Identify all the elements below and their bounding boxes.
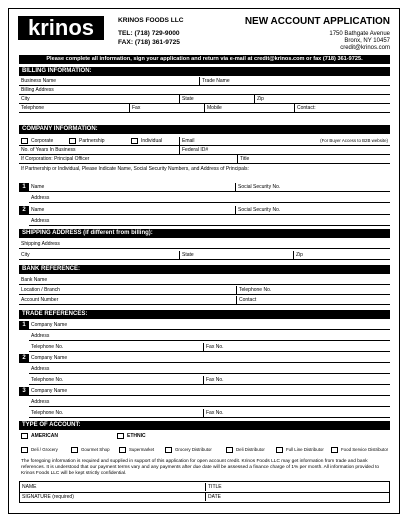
grocery-distributor-option[interactable]: Grocery Distributor (165, 445, 212, 454)
principal-1-name-field[interactable]: Name (31, 184, 45, 190)
trade-number-2: 2 (19, 354, 29, 363)
trade-2-fax-field[interactable]: Fax No. (203, 376, 390, 384)
company-contact-block (118, 16, 184, 47)
officer-title-field[interactable]: Title (237, 155, 390, 163)
trade-3-row-1 (29, 387, 390, 396)
trade-number-3: 3 (19, 387, 29, 396)
fax-field[interactable]: Fax (129, 104, 204, 112)
principal-1-address-field[interactable]: Address (31, 195, 50, 201)
bank-row-1 (19, 276, 390, 285)
shipping-zip-field[interactable]: Zip (293, 251, 390, 259)
principal-2-ssn-field[interactable]: Social Security No. (235, 206, 390, 214)
american-option[interactable]: AMERICAN (21, 433, 58, 439)
trade-1-row-1 (29, 321, 390, 330)
principal-2-row-1 (29, 206, 390, 215)
principal-2-row-2 (29, 217, 390, 226)
partnership-checkbox[interactable] (69, 138, 76, 144)
header-email: credit@krinos.com (340, 45, 390, 51)
billing-row-3 (19, 95, 390, 104)
signature-box (19, 481, 390, 503)
principal-number-1: 1 (19, 183, 29, 192)
grocery-distributor-checkbox[interactable] (165, 447, 172, 453)
header-block (245, 16, 390, 52)
trade-number-1: 1 (19, 321, 29, 330)
state-field[interactable]: State (179, 95, 254, 103)
individual-checkbox[interactable] (131, 138, 138, 144)
account-number-field[interactable]: Account Number (21, 297, 59, 303)
page-title: NEW ACCOUNT APPLICATION (244, 16, 390, 27)
email-note: (For Buyer Access to B2B website) (320, 138, 388, 143)
bank-row-2 (19, 286, 390, 295)
contact-field[interactable]: Contact: (294, 104, 390, 112)
principal-2-name-field[interactable]: Name (31, 207, 45, 213)
company-fax: FAX: (718) 361-9725 (118, 39, 180, 46)
trade-2-row-2 (29, 365, 390, 374)
company-row-2 (19, 146, 390, 155)
instructions-banner: Please complete all information, sign your application and return via e-mail at credit@krinos.com or fax (718) 361-9725. (19, 55, 390, 64)
shipping-row-1 (19, 240, 390, 249)
billing-section-header: BILLING INFORMATION: (19, 67, 390, 76)
shipping-address-field[interactable]: Shipping Address (21, 241, 60, 247)
trade-3-row-3 (29, 409, 390, 418)
trade-3-address-field[interactable]: Address (31, 399, 50, 405)
shipping-row-2 (19, 251, 390, 260)
trade-1-row-3 (29, 343, 390, 352)
trade-2-row-1 (29, 354, 390, 363)
supermarket-option[interactable]: Supermarket (119, 445, 154, 454)
federal-id-field[interactable]: Federal ID# (179, 146, 390, 154)
principal-1-row-2 (29, 194, 390, 203)
individual-option[interactable]: Individual (129, 137, 179, 145)
telephone-field[interactable]: Telephone (21, 105, 45, 111)
trade-2-telephone-field[interactable]: Telephone No. (31, 377, 64, 383)
market-type-row (21, 432, 221, 441)
account-type-section-header: TYPE OF ACCOUNT: (19, 421, 390, 430)
corporate-option[interactable]: Corporate (19, 137, 67, 145)
trade-2-row-3 (29, 376, 390, 385)
bank-name-field[interactable]: Bank Name (21, 277, 48, 283)
supermarket-checkbox[interactable] (119, 447, 126, 453)
mobile-field[interactable]: Mobile (204, 104, 294, 112)
food-service-distributor-option[interactable]: Food Service Distributor (331, 445, 388, 454)
bank-contact-field[interactable]: Contact (236, 296, 390, 304)
trade-3-row-2 (29, 398, 390, 407)
address-line-2: Bronx, NY 10457 (344, 38, 390, 44)
full-line-distributor-option[interactable]: Full Line Distributor (276, 445, 324, 454)
ethnic-checkbox[interactable] (117, 433, 124, 439)
company-row-1 (19, 137, 390, 146)
principal-1-row-1 (29, 183, 390, 192)
trade-name-field[interactable]: Trade Name (199, 77, 390, 85)
city-field[interactable]: City (21, 96, 30, 102)
account-type-options (21, 445, 390, 454)
trade-2-company-field[interactable]: Company Name (31, 355, 68, 361)
principal-officer-field[interactable]: If Corporation: Principal Officer (21, 156, 90, 162)
company-row-3 (19, 155, 390, 164)
corporate-checkbox[interactable] (21, 138, 28, 144)
deli-grocery-checkbox[interactable] (21, 447, 28, 453)
bank-location-field[interactable]: Location / Branch (21, 287, 60, 293)
trade-2-address-field[interactable]: Address (31, 366, 50, 372)
terms-fine-print: The foregoing information is required and supplied in support of this application for open account credit. Krinos Foods LLC may get information from trade and bank references. It is understood that our payment terms vary and any payments after due date will be assessed a finance charge of 1% per month. All information provided to Krinos Foods LLC will be kept strictly confidential. (21, 459, 380, 476)
deli-grocery-option[interactable]: Deli / Grocery (21, 445, 58, 454)
shipping-section-header: SHIPPING ADDRESS (if different from billing): (19, 229, 390, 238)
principal-2-address-field[interactable]: Address (31, 218, 50, 224)
trade-1-address-field[interactable]: Address (31, 333, 50, 339)
ethnic-option[interactable]: ETHNIC (117, 432, 146, 440)
full-line-distributor-checkbox[interactable] (276, 447, 283, 453)
trade-1-telephone-field[interactable]: Telephone No. (31, 344, 64, 350)
email-field[interactable]: Email (For Buyer Access to B2B website) (179, 137, 390, 145)
signature-field[interactable]: SIGNATURE (required) (22, 494, 74, 500)
trade-1-company-field[interactable]: Company Name (31, 322, 68, 328)
signer-name-field[interactable]: NAME (22, 484, 37, 490)
trade-3-fax-field[interactable]: Fax No. (203, 409, 390, 417)
billing-row-1 (19, 77, 390, 86)
date-field[interactable]: DATE (205, 493, 389, 501)
gourmet-shop-option[interactable]: Gourmet Shop (71, 445, 110, 454)
zip-field[interactable]: Zip (254, 95, 390, 103)
trade-1-row-2 (29, 332, 390, 341)
shipping-state-field[interactable]: State (179, 251, 293, 259)
american-checkbox[interactable] (21, 433, 28, 439)
bank-section-header: BANK REFERENCE: (19, 265, 390, 274)
company-name: KRINOS FOODS LLC (118, 17, 184, 24)
gourmet-shop-checkbox[interactable] (71, 447, 78, 453)
trade-3-telephone-field[interactable]: Telephone No. (31, 410, 64, 416)
address-line-1: 1750 Bathgate Avenue (329, 31, 390, 37)
partnership-option[interactable]: Partnership (67, 137, 129, 145)
trade-section-header: TRADE REFERENCES: (19, 310, 390, 319)
bank-telephone-field[interactable]: Telephone No. (236, 286, 390, 294)
billing-row-4 (19, 104, 390, 113)
deli-distributor-checkbox[interactable] (226, 447, 233, 453)
billing-address-field[interactable]: Billing Address (21, 87, 54, 93)
bank-row-3 (19, 296, 390, 305)
deli-distributor-option[interactable]: Deli Distributor (226, 445, 265, 454)
partners-instruction: If Partnership or Individual, Please Indicate Name, Social Security Numbers, and Address of Principals: (21, 166, 249, 172)
krinos-logo: krinos (18, 16, 104, 40)
shipping-city-field[interactable]: City (21, 252, 30, 258)
signer-title-field[interactable]: TITLE (205, 483, 389, 491)
principal-1-ssn-field[interactable]: Social Security No. (235, 183, 390, 191)
company-section-header: COMPANY INFORMATION: (19, 125, 390, 134)
food-service-distributor-checkbox[interactable] (331, 447, 338, 453)
business-name-field[interactable]: Business Name (21, 78, 57, 84)
trade-3-company-field[interactable]: Company Name (31, 388, 68, 394)
years-in-business-field[interactable]: No. of Years In Business (21, 147, 76, 153)
billing-row-2 (19, 86, 390, 95)
trade-1-fax-field[interactable]: Fax No. (203, 343, 390, 351)
company-tel: TEL: (718) 729-9000 (118, 30, 180, 37)
principal-number-2: 2 (19, 206, 29, 215)
